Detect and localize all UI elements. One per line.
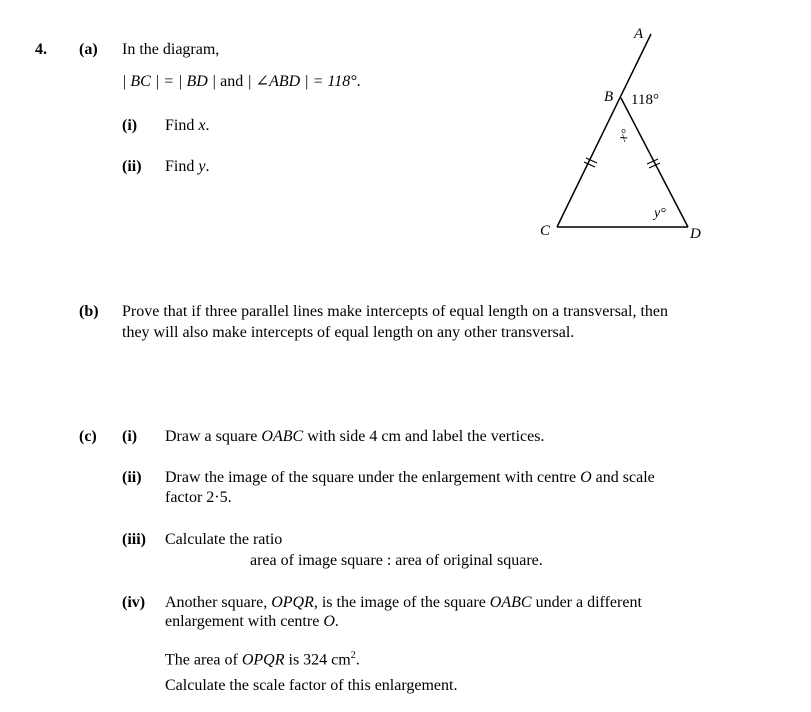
text: , is the image of the square <box>313 594 486 611</box>
var-o: O <box>323 613 335 630</box>
part-a-intro: In the diagram, <box>122 41 220 58</box>
var-o: O <box>580 469 592 486</box>
text: Another square, <box>165 594 268 611</box>
end-dot: . <box>205 158 210 175</box>
var-y: y <box>198 158 206 175</box>
text: . <box>334 613 339 630</box>
find-text: Find <box>165 158 195 175</box>
given-and: and <box>220 73 244 90</box>
find-text: Find <box>165 117 195 134</box>
given-end: . <box>356 73 361 90</box>
part-c-iv-line1 <box>165 593 642 613</box>
part-c-iv-area <box>165 646 360 670</box>
label-b: B <box>604 89 614 105</box>
text: is 324 cm <box>288 651 351 669</box>
given-lengths: | BC | = | BD | <box>122 73 217 90</box>
part-c-label: (c) <box>79 428 97 445</box>
part-a-label: (a) <box>79 41 98 58</box>
part-a-given <box>122 72 361 92</box>
label-d: D <box>690 226 701 242</box>
part-a-i-label: (i) <box>122 117 138 134</box>
part-c-ii-text <box>165 468 655 488</box>
label-c: C <box>540 223 551 239</box>
part-c-iii-label: (iii) <box>122 531 146 548</box>
part-b-line2: they will also make intercepts of equal length on any other transversal. <box>122 324 575 341</box>
angle-118-label: 118° <box>631 92 659 108</box>
part-c-iii-line2: area of image square : area of original square. <box>250 552 543 569</box>
var-oabc: OABC <box>489 594 532 611</box>
part-c-i-label: (i) <box>122 428 138 445</box>
var-opqr: OPQR <box>241 651 285 669</box>
part-a-i-text <box>165 116 209 136</box>
var-opqr: OPQR <box>271 594 314 611</box>
text: Draw a square <box>165 428 258 445</box>
text: The area of <box>165 651 238 669</box>
part-c-iii-line1: Calculate the ratio <box>165 531 283 548</box>
text: . <box>355 651 360 669</box>
label-a: A <box>634 26 644 42</box>
triangle-diagram <box>520 20 720 250</box>
part-c-iv-label: (iv) <box>122 594 146 611</box>
superscript: 2 <box>350 650 356 661</box>
angle-x-label: x° <box>614 126 633 144</box>
text: with side 4 cm and label the vertices. <box>307 428 545 445</box>
line-ca <box>557 34 651 227</box>
part-c-ii-label: (ii) <box>122 469 142 486</box>
angle-y-label: y° <box>654 206 666 221</box>
var-x: x <box>198 117 206 134</box>
text: Draw the image of the square under the enlargement with centre <box>165 469 577 486</box>
question-number: 4. <box>35 41 47 58</box>
text: enlargement with centre <box>165 613 320 630</box>
given-angle: | ∠ABD | = 118° <box>247 73 357 90</box>
var-oabc: OABC <box>261 428 304 445</box>
part-a-ii-text <box>165 157 209 177</box>
end-dot: . <box>205 117 210 134</box>
part-c-iv-last: Calculate the scale factor of this enlargement. <box>165 677 458 694</box>
part-c-iv-line2 <box>165 612 339 632</box>
text: under a different <box>535 594 642 611</box>
part-b-label: (b) <box>79 303 99 320</box>
part-b-line1: Prove that if three parallel lines make intercepts of equal length on a transversal, then <box>122 303 669 320</box>
text: and scale <box>595 469 655 486</box>
part-c-ii-line2: factor 2·5. <box>165 489 232 506</box>
part-c-i-text <box>165 427 544 447</box>
part-a-ii-label: (ii) <box>122 158 142 175</box>
